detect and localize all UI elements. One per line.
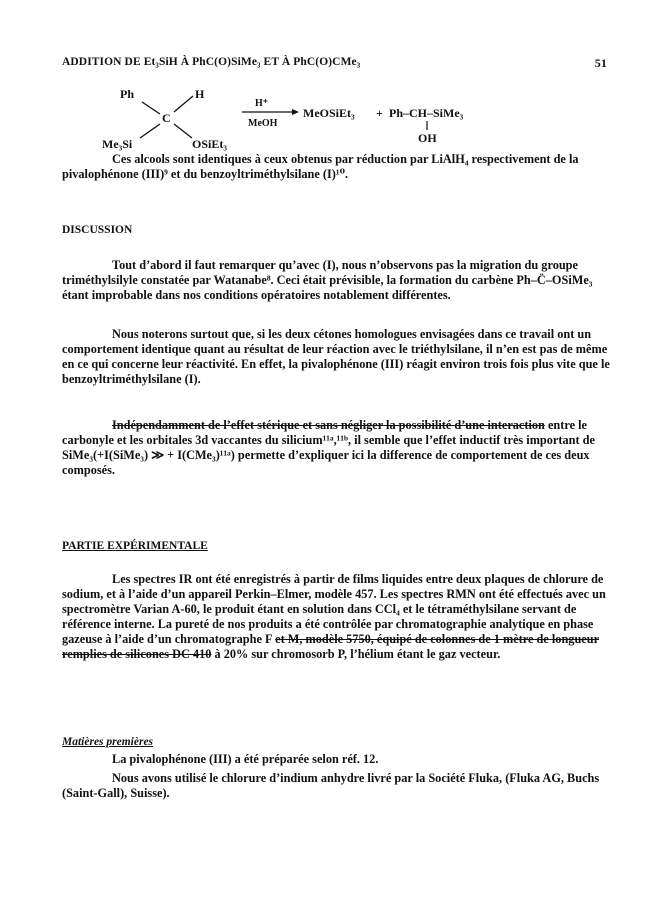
running-header — [62, 56, 607, 74]
experimental-heading: PARTIE EXPÉRIMENTALE — [62, 540, 208, 552]
bond-c-si — [140, 124, 160, 138]
materials-heading: Matières premières — [62, 736, 154, 748]
materials-paragraph-1: La pivalophénone (III) a été préparée selon réf. 12. — [112, 752, 379, 766]
scheme-ph: Ph — [120, 87, 135, 101]
discussion-paragraph-2: Nous noterons surtout que, si les deux cétones homologues envisagées dans ce travail ont un comportement identique quant au résultat de leur réaction avec le triéthylsilane, il n’en est pas de même en ce qui concerne leur réactivité. En effet, la pivalophénone (III) réagit environ trois fois plus vite que le benzoyltriméthylsilane (I). — [62, 327, 610, 386]
scheme-catalyst: H⁺ — [255, 98, 269, 109]
struck-text: Indépendamment de l’effet stérique et sans négliger la possibilité d’une interaction — [112, 418, 545, 432]
scheme-h: H — [195, 87, 205, 101]
paragraph-3-text: entre le carbonyle et les orbitales 3d vaccantes du silicium¹¹ᵃ,¹¹ᵇ, il semble que l’effet inductif très important de SiMe₃(+I(SiMe₃) ≫ + I(CMe₃)¹¹ᵃ) permette d’expliquer ici la difference de comportement de ces deux composés. — [62, 418, 595, 477]
experimental-paragraph — [62, 572, 612, 662]
discussion-heading: DISCUSSION — [62, 224, 133, 236]
discussion-paragraph-3 — [62, 418, 612, 478]
experimental-text-end: à 20% sur chromosorb P, l’hélium étant le gaz vecteur. — [214, 647, 501, 661]
intro-paragraph: Ces alcools sont identiques à ceux obtenus par réduction par LiAlH₄ respectivement de la pivalophénone (III)⁹ et du benzoyltriméthylsilane (I)¹⁰. — [62, 152, 579, 181]
scheme-me3si: Me₃Si — [102, 137, 133, 151]
scheme-plus: + — [376, 106, 383, 120]
scheme-product2: Ph–CH–SiMe₃ — [389, 106, 464, 120]
materials-paragraph-2: Nous avons utilisé le chlorure d’indium anhydre livré par la Société Fluka, (Fluka AG, Buchs (Saint-Gall), Suisse). — [62, 771, 600, 800]
bond-h-c — [174, 96, 193, 112]
scheme-oh: OH — [418, 131, 437, 145]
experimental-struck-text: et M, modèle 5750, équipé de colonnes de 1 mètre de longueur remplies de silicones DC 410 — [62, 632, 600, 661]
scheme-solvent: MeOH — [248, 118, 278, 129]
experimental-text: Les spectres IR ont été enregistrés à partir de films liquides entre deux plaques de chlorure de sodium, et à l’aide d’un appareil Perkin–Elmer, modèle 457. Les spectres RMN ont été effectués avec un spectromètre Varian A-60, le produit étant en solution dans CCl₄ et le tétraméthylsilane servant de référence interne. La pureté de nos produits a été contrôlée par chromatographie analytique en phase gazeuse à l’aide d’un chromatographe F — [62, 572, 606, 646]
header-title: ADDITION DE Et₃SiH À PhC(O)SiMe₃ ET À PhC(O)CMe₃ — [62, 56, 361, 68]
arrow-head — [292, 109, 299, 115]
scheme-product1: MeOSiEt₃ — [303, 106, 355, 120]
bond-ph-c — [142, 102, 160, 114]
bond-c-o — [174, 124, 192, 138]
scheme-osiet3: OSiEt₃ — [192, 137, 227, 151]
scheme-c: C — [162, 111, 171, 125]
discussion-paragraph-1: Tout d’abord il faut remarquer qu’avec (I), nous n’observons pas la migration du groupe triméthylsilyle constatée par Watanabe⁸. Ceci était prévisible, la formation du carbène Ph–C̈–OSiMe₃ étant improbable dans nos conditions opératoires notablement différentes. — [62, 258, 593, 302]
page-number: 51 — [594, 56, 607, 70]
